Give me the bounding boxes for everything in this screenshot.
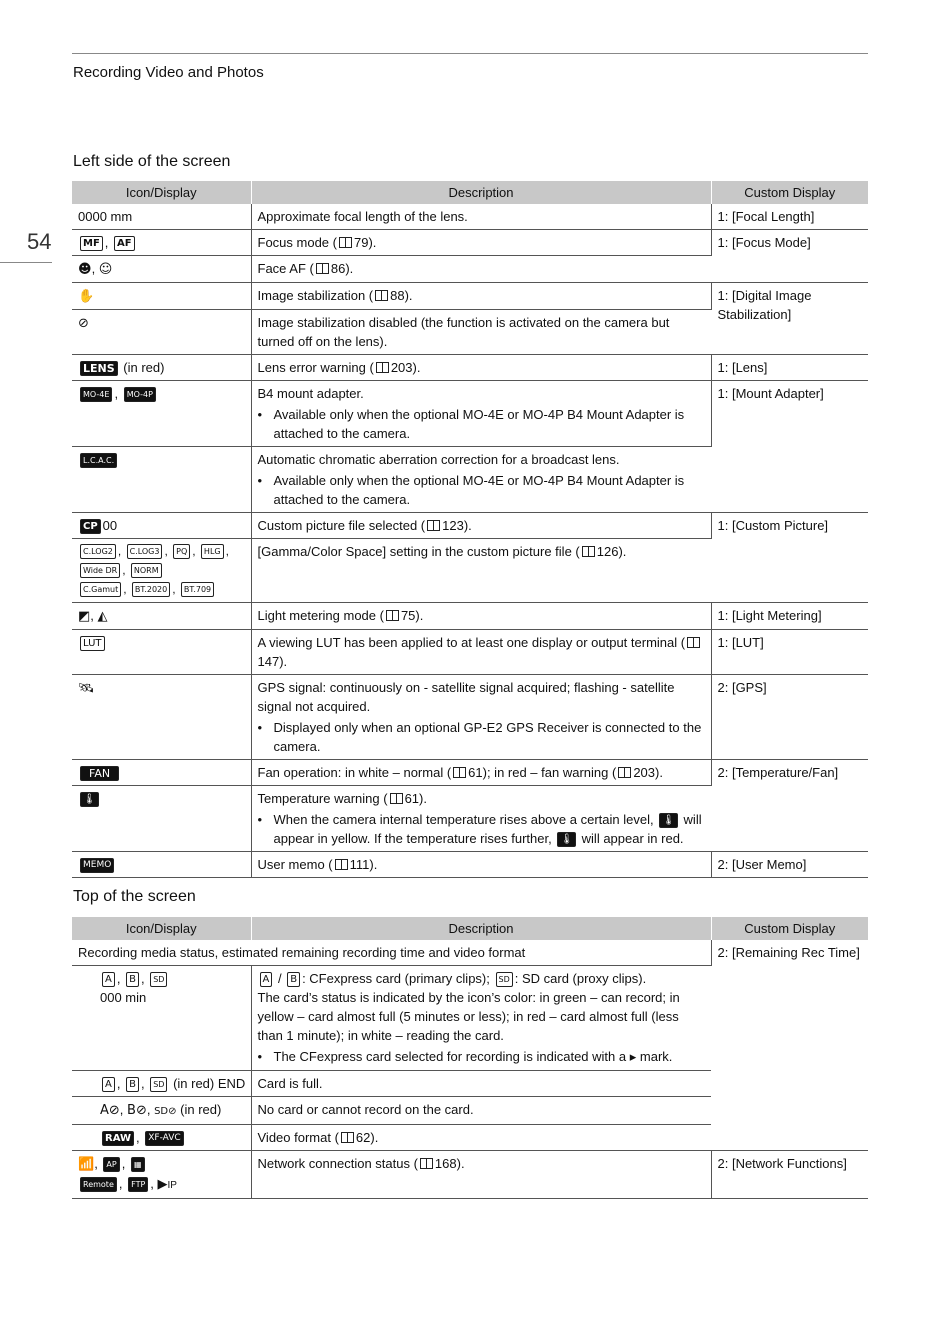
col-custom-header: Custom Display	[711, 917, 868, 940]
wifi-icon: 📶	[78, 1157, 95, 1172]
row-desc: Approximate focal length of the lens.	[251, 204, 711, 230]
ap-icon: AP	[103, 1157, 119, 1172]
section-title-top: Top of the screen	[73, 888, 196, 905]
col-icon-header: Icon/Display	[72, 917, 251, 940]
lens-error-icon: LENS	[80, 361, 118, 376]
card-a-no-record-icon: A⊘	[100, 1103, 120, 1118]
bt2020-icon: BT.2020	[132, 582, 170, 597]
sd-card-icon: SD	[496, 972, 513, 987]
sd-no-record-icon: SD⊘	[154, 1106, 177, 1117]
table-row: A , B , SD 000 min A / B : CFexpress card (primary clips); SD : SD card (proxy clips). The card’s status is indicated by the icon’s color: in green – can record; in yellow – card almost full (5 minutes or less); in red – card almost full (less than 1 minute); in white – reading the card. • The CFexpress card selected for recording is indicated with a ▸ mark.	[72, 966, 868, 1071]
book-icon	[386, 610, 399, 621]
lut-icon: LUT	[80, 636, 105, 651]
table-row: 🌡 Temperature warning ( 61). • When the camera internal temperature rises above a certain level, 🌡 will appear in yellow. If the temperature rises further, 🌡 will appear in red.	[72, 786, 868, 852]
remote-icon: Remote	[80, 1177, 117, 1192]
table-row: MEMO User memo ( 111). 2: [User Memo]	[72, 852, 868, 878]
card-b-icon: B	[126, 972, 139, 987]
book-icon	[341, 1132, 354, 1143]
hlg-icon: HLG	[201, 544, 224, 559]
top-screen-table	[72, 917, 868, 1199]
gps-satellite-icon: 🛰	[78, 681, 95, 696]
temperature-icon: 🌡	[80, 792, 99, 807]
card-b-no-record-icon: B⊘	[127, 1103, 147, 1118]
book-icon	[453, 767, 466, 778]
row-custom: 1: [Focus Mode]	[711, 230, 868, 283]
table-row: A , B , SD (in red) END Card is full.	[72, 1071, 868, 1097]
table-row: L.C.A.C. Automatic chromatic aberration correction for a broadcast lens. • Available only when the optional MO-4E or MO-4P B4 Mount Adapter is attached to the camera.	[72, 447, 868, 513]
table-row: C.LOG2 , C.LOG3 , PQ , HLG , Wide DR , NORM C.Gamut , BT.2020 , BT.709 [Gamma/Color Space] setting in the custom picture file ( 126).	[72, 539, 868, 603]
mf-icon: MF	[80, 236, 103, 251]
norm-icon: NORM	[131, 563, 162, 578]
table-row: ◩, ◭ Light metering mode ( 75). 1: [Light Metering]	[72, 603, 868, 630]
mo-4p-icon: MO-4P	[124, 387, 156, 402]
row-desc: Card is full.	[251, 1071, 711, 1097]
table-row	[72, 204, 868, 230]
book-icon	[335, 859, 348, 870]
row-custom: 2: [Remaining Rec Time]	[711, 940, 868, 1151]
book-icon	[376, 362, 389, 373]
book-icon	[427, 520, 440, 531]
temperature-icon: 🌡	[659, 813, 678, 828]
page-number: 54	[27, 229, 52, 254]
table-row: RAW , XF-AVC Video format ( 62).	[72, 1125, 868, 1151]
af-icon: AF	[114, 236, 135, 251]
clog3-icon: C.LOG3	[127, 544, 163, 559]
book-icon	[420, 1158, 433, 1169]
row-custom: 2: [GPS]	[711, 675, 868, 760]
row-custom: 1: [Digital Image Stabilization]	[711, 283, 868, 355]
table-row: ☻, ☺ Face AF ( 86).	[72, 256, 868, 283]
table-row: CP 00 Custom picture file selected ( 123). 1: [Custom Picture]	[72, 513, 868, 539]
book-icon	[339, 237, 352, 248]
book-icon	[316, 263, 329, 274]
card-a-icon: A	[102, 1077, 115, 1092]
fan-icon: FAN	[80, 766, 119, 781]
book-icon	[375, 290, 388, 301]
left-screen-table	[72, 181, 868, 878]
image-stabilization-disabled-icon: ⊘	[78, 316, 89, 331]
image-stabilization-icon: ✋	[78, 289, 95, 304]
card-a-icon: A	[260, 972, 273, 987]
table-row: 📶, AP , ▦ Remote , FTP , ▶IP Network connection status ( 168). 2: [Network Functions]	[72, 1151, 868, 1199]
clog2-icon: C.LOG2	[80, 544, 116, 559]
table-row: MO-4E , MO-4P B4 mount adapter. • Available only when the optional MO-4E or MO-4P B4 Mount Adapter is attached to the camera. 1: [Mount Adapter]	[72, 381, 868, 447]
temperature-icon: 🌡	[557, 832, 576, 847]
row-custom: 1: [Custom Picture]	[711, 513, 868, 603]
table-row: LUT A viewing LUT has been applied to at least one display or output terminal (147). 1: [LUT]	[72, 630, 868, 675]
ip-streaming-icon: ▶	[157, 1177, 168, 1192]
pq-icon: PQ	[173, 544, 190, 559]
page-number-rule	[0, 262, 52, 263]
table-row: LENS (in red) Lens error warning ( 203). 1: [Lens]	[72, 355, 868, 381]
mo-4e-icon: MO-4E	[80, 387, 112, 402]
row-custom: 2: [User Memo]	[711, 852, 868, 878]
book-icon	[582, 546, 595, 557]
backlight-metering-icon: ◩	[78, 609, 91, 624]
wide-dr-icon: Wide DR	[80, 563, 120, 578]
table-row: 🛰 GPS signal: continuously on - satellite signal acquired; flashing - satellite signal not acquired. • Displayed only when an optional GP-E2 GPS Receiver is connected to the camera. 2: [GPS]	[72, 675, 868, 760]
book-icon	[687, 637, 700, 648]
book-icon	[618, 767, 631, 778]
xf-avc-icon: XF-AVC	[145, 1131, 183, 1146]
media-heading: Recording media status, estimated remaining recording time and video format	[72, 940, 711, 966]
running-head: Recording Video and Photos	[73, 64, 264, 81]
col-icon-header: Icon/Display	[72, 181, 251, 204]
face-af-only-icon: ☺	[98, 262, 113, 277]
table-row: FAN Fan operation: in white – normal ( 61); in red – fan warning ( 203). 2: [Temperature/Fan]	[72, 760, 868, 786]
card-a-icon: A	[102, 972, 115, 987]
row-custom: 1: [Light Metering]	[711, 603, 868, 630]
table-row: ✋ Image stabilization ( 88). 1: [Digital Image Stabilization]	[72, 283, 868, 310]
sd-card-icon: SD	[150, 1077, 167, 1092]
table-row: A⊘, B⊘, SD⊘ (in red) No card or cannot record on the card.	[72, 1097, 868, 1125]
card-b-icon: B	[126, 1077, 139, 1092]
row-desc: Image stabilization disabled (the function is activated on the camera but turned off on the lens).	[251, 310, 711, 355]
row-custom: 1: [LUT]	[711, 630, 868, 675]
lan-icon: ▦	[131, 1157, 145, 1172]
col-custom-header: Custom Display	[711, 181, 868, 204]
row-desc: No card or cannot record on the card.	[251, 1097, 711, 1125]
row-custom: 1: [Lens]	[711, 355, 868, 381]
cgamut-icon: C.Gamut	[80, 582, 121, 597]
col-desc-header: Description	[251, 917, 711, 940]
memo-icon: MEMO	[80, 858, 114, 873]
header-rule	[72, 53, 868, 54]
bt709-icon: BT.709	[181, 582, 214, 597]
ftp-icon: FTP	[128, 1177, 148, 1192]
col-desc-header: Description	[251, 181, 711, 204]
remaining-time: 000 min	[100, 990, 147, 1005]
play-arrow-icon: ▸	[629, 1050, 637, 1065]
row-custom: 2: [Network Functions]	[711, 1151, 868, 1199]
lcac-icon: L.C.A.C.	[80, 453, 117, 468]
spotlight-metering-icon: ◭	[97, 609, 108, 624]
row-custom: 1: [Focal Length]	[711, 204, 868, 230]
row-custom: 2: [Temperature/Fan]	[711, 760, 868, 852]
raw-icon: RAW	[102, 1131, 134, 1146]
focal-length-display: 0000 mm	[72, 204, 251, 230]
table-row: MF , AF Focus mode ( 79). 1: [Focus Mode]	[72, 230, 868, 256]
book-icon	[390, 793, 403, 804]
section-title-left: Left side of the screen	[73, 153, 231, 170]
custom-picture-icon: CP	[80, 519, 101, 534]
face-af-icon: ☻	[78, 262, 92, 277]
row-custom: 1: [Mount Adapter]	[711, 381, 868, 513]
card-b-icon: B	[287, 972, 300, 987]
table-row	[72, 940, 868, 966]
sd-card-icon: SD	[150, 972, 167, 987]
